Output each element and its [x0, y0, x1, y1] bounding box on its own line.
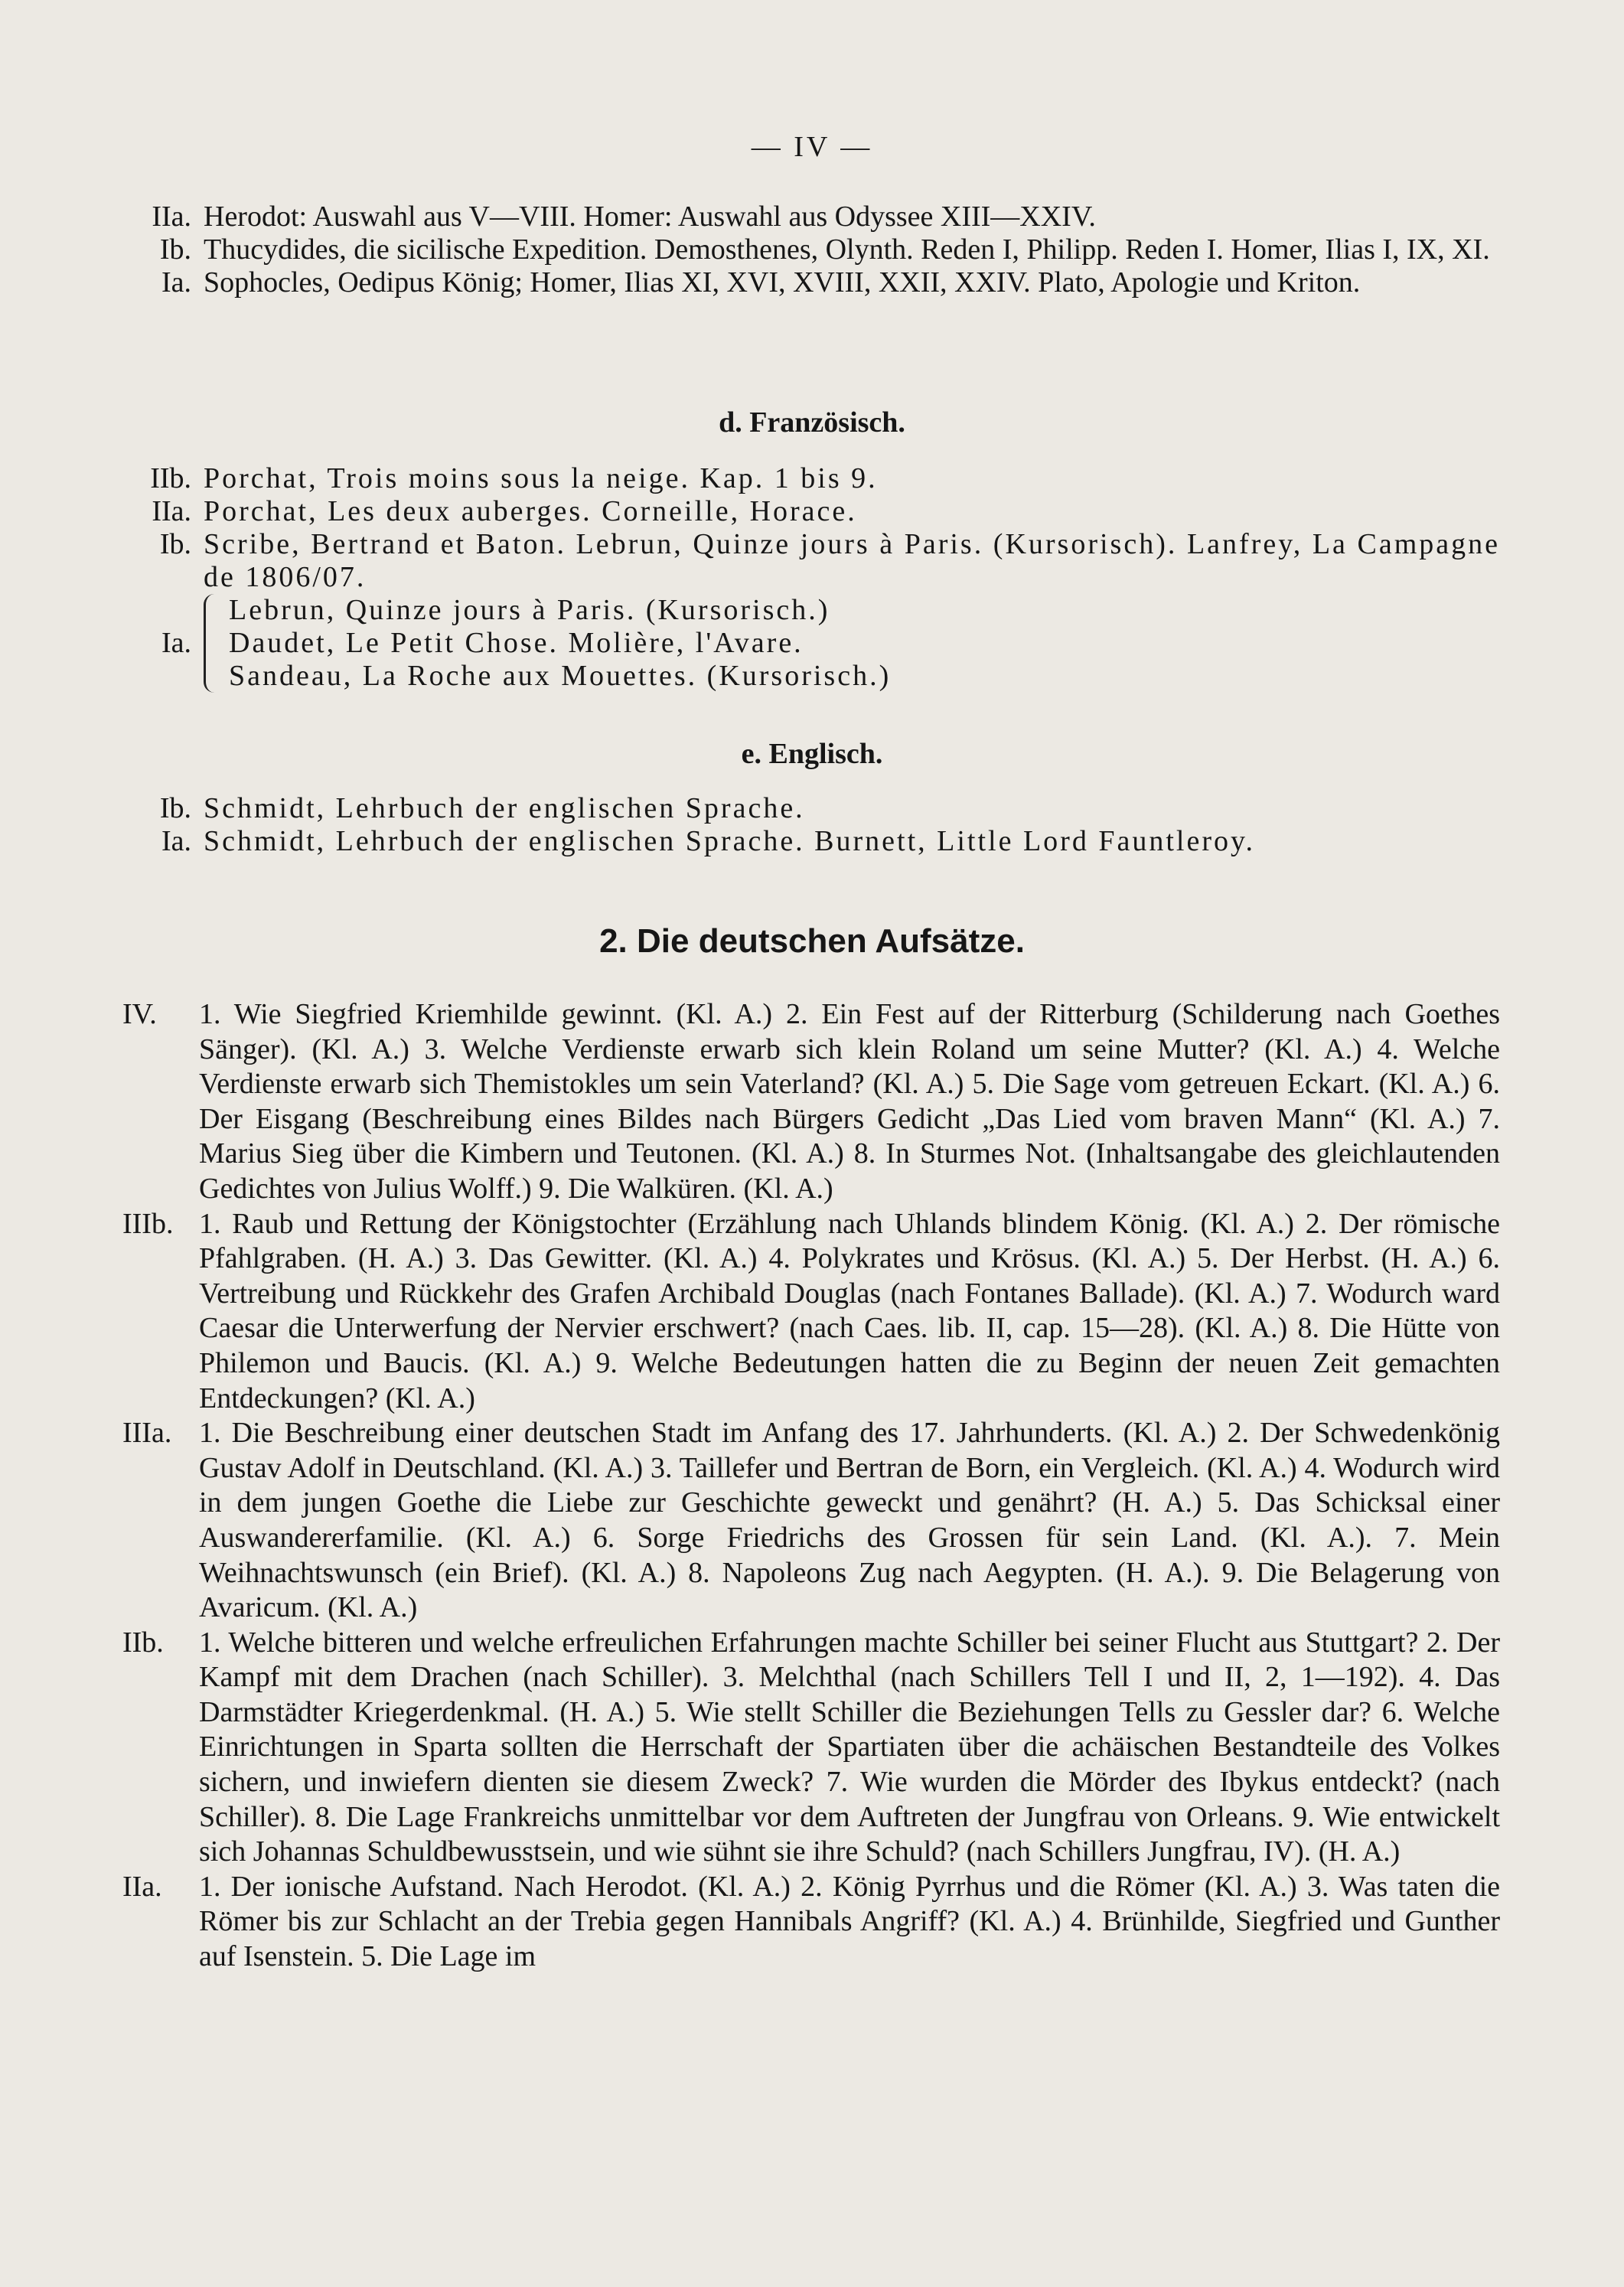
entry-text: Sophocles, Oedipus König; Homer, Ilias XI, XVI, XVIII, XXII, XXIV. Plato, Apologie und Kriton.	[204, 266, 1361, 299]
class-label: Ia.	[161, 825, 191, 857]
list-item	[122, 495, 1500, 528]
class-label: IIb.	[122, 1626, 164, 1659]
english-readings	[122, 792, 1500, 858]
entry-text: Scribe, Bertrand et Baton. Lebrun, Quinze jours à Paris. (Kursorisch). Lanfrey, La Campagne de 1806/07.	[204, 528, 1500, 593]
list-item	[115, 1416, 1500, 1626]
list-item	[122, 462, 1500, 495]
section-heading-essays: 2. Die deutschen Aufsätze.	[599, 922, 1025, 960]
entry-text: Schmidt, Lehrbuch der englischen Sprache.	[204, 792, 805, 824]
entry-text: 1. Welche bitteren und welche erfreulichen Erfahrungen machte Schiller bei seiner Flucht aus Stuttgart? 2. Der Kampf mit dem Drachen (nach Schiller). 3. Melchthal (nach Schillers Tell I und II, 2, 1—192). 4. Das Darmstädter Kriegerdenkmal. (H. A.) 5. Wie stellt Schiller die Beziehungen Tells zu Gessler dar? 6. Welche Einrichtungen in Sparta sollten die Herrschaft der Spartiaten über die achäischen Bestandteile des Volkes sichern, und inwiefern dienten sie diesem Zweck? 7. Wie wurden die Mörder des Ibykus entdeckt? (nach Schiller). 8. Die Lage Frankreichs unmittelbar vor dem Auftreten der Jungfrau von Orleans. 9. Wie entwickelt sich Johannas Schuldbewusstsein, und wie sühnt sie ihre Schuld? (nach Schillers Jungfrau, IV). (H. A.)	[199, 1626, 1500, 1868]
list-item: Sandeau, La Roche aux Mouettes. (Kursorisch.)	[229, 660, 892, 692]
class-label: IIIa.	[122, 1417, 172, 1450]
class-label: IIIb.	[122, 1207, 174, 1240]
class-label: IIa.	[152, 201, 191, 233]
brace-group	[122, 594, 1500, 693]
entry-text: 1. Die Beschreibung einer deutschen Stadt im Anfang des 17. Jahrhunderts. (Kl. A.) 2. Der Schwedenkönig Gustav Adolf in Deutschland. (Kl. A.) 3. Taillefer und Bertran de Born, ein Vergleich. (Kl. A.) 4. Wodurch wird in dem jungen Goethe die Liebe zur Geschichte geweckt und genährt? (H. A.) 5. Das Schicksal einer Auswandererfamilie. (Kl. A.) 6. Sorge Friedrichs des Grossen für sein Land. (Kl. A.). 7. Mein Weihnachtswunsch (ein Brief). (Kl. A.) 8. Napoleons Zug nach Aegypten. (H. A.). 9. Die Belagerung von Avaricum. (Kl. A.)	[199, 1417, 1500, 1624]
list-item	[122, 792, 1500, 825]
list-item	[122, 825, 1500, 858]
list-item	[122, 233, 1500, 266]
class-label: IIa.	[152, 495, 191, 527]
list-item	[115, 1626, 1500, 1870]
class-label: Ib.	[159, 233, 191, 266]
greek-readings	[122, 201, 1500, 299]
entry-text: 1. Der ionische Aufstand. Nach Herodot. (Kl. A.) 2. König Pyrrhus und die Römer (Kl. A.) 3. Was taten die Römer bis zur Schlacht an der Trebia gegen Hannibals Angriff? (Kl. A.) 4. Brünhilde, Siegfried und Gunther auf Isenstein. 5. Die Lage im	[199, 1870, 1500, 1973]
french-readings	[122, 462, 1500, 693]
entry-text: Porchat, Les deux auberges. Corneille, Horace.	[204, 495, 857, 527]
list-item	[115, 1870, 1500, 1975]
entry-text: Schmidt, Lehrbuch der englischen Sprache. Burnett, Little Lord Fauntleroy.	[204, 825, 1256, 857]
page-number: — IV —	[751, 131, 873, 163]
section-heading-english: e. Englisch.	[741, 738, 883, 770]
class-label: Ia.	[161, 627, 191, 659]
entry-text: Porchat, Trois moins sous la neige. Kap. 1 bis 9.	[204, 462, 878, 494]
entry-text: 1. Wie Siegfried Kriemhilde gewinnt. (Kl. A.) 2. Ein Fest auf der Ritterburg (Schilderung nach Goethes Sänger). (Kl. A.) 3. Welche Verdienste erwarb sich klein Roland um seine Mutter? (Kl. A.) 4. Welche Verdienste erwarb sich Themistokles um sein Vaterland? (Kl. A.) 5. Die Sage vom getreuen Eckart. (Kl. A.) 6. Der Eisgang (Beschreibung eines Bildes nach Bürgers Gedicht „Das Lied vom braven Mann“ (Kl. A.) 7. Marius Sieg über die Kimbern und Teutonen. (Kl. A.) 8. In Sturmes Not. (Inhaltsangabe des gleichlautenden Gedichtes von Julius Wolff.) 9. Die Walküren. (Kl. A.)	[199, 998, 1500, 1205]
essay-list	[115, 997, 1500, 1975]
class-label: IV.	[122, 998, 157, 1030]
entry-text: Thucydides, die sicilische Expedition. Demosthenes, Olynth. Reden I, Philipp. Reden I. Homer, Ilias I, IX, XI.	[204, 233, 1490, 266]
list-item	[122, 528, 1500, 594]
list-item	[122, 201, 1500, 233]
brace-lines	[229, 594, 891, 693]
section-heading-french: d. Französisch.	[719, 406, 905, 439]
list-item: Lebrun, Quinze jours à Paris. (Kursorisch.)	[229, 594, 830, 626]
brace-mark	[204, 594, 221, 693]
entry-text: 1. Raub und Rettung der Königstochter (Erzählung nach Uhlands blindem König. (Kl. A.) 2. Der römische Pfahlgraben. (H. A.) 3. Das Gewitter. (Kl. A.) 4. Polykrates und Krösus. (Kl. A.) 5. Der Herbst. (H. A.) 6. Vertreibung und Rückkehr des Grafen Archibald Douglas (nach Fontanes Ballade). (Kl. A.) 7. Wodurch ward Caesar die Unterwerfung der Nervier erschwert? (nach Caes. lib. II, cap. 15—28). (Kl. A.) 8. Die Hütte von Philemon und Baucis. (Kl. A.) 9. Welche Bedeutungen hatten die zu Beginn der neuen Zeit gemachten Entdeckungen? (Kl. A.)	[199, 1207, 1500, 1414]
list-item	[115, 997, 1500, 1207]
list-item	[122, 266, 1500, 299]
list-item	[115, 1207, 1500, 1417]
class-label: Ib.	[159, 528, 191, 560]
class-label: Ia.	[161, 266, 191, 299]
entry-text: Herodot: Auswahl aus V—VIII. Homer: Auswahl aus Odyssee XIII—XXIV.	[204, 201, 1096, 233]
class-label: IIb.	[150, 462, 191, 494]
class-label: Ib.	[159, 792, 191, 824]
list-item: Daudet, Le Petit Chose. Molière, l'Avare.	[229, 627, 804, 659]
class-label: IIa.	[122, 1870, 162, 1903]
